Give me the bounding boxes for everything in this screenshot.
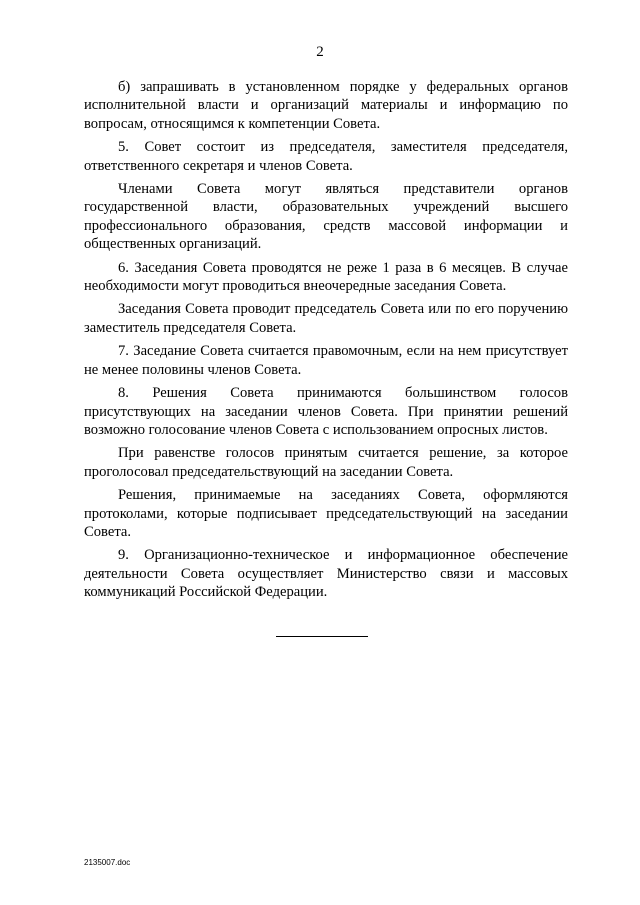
end-divider (276, 636, 368, 637)
document-body (84, 78, 568, 607)
paragraph-quorum: 7. Заседание Совета считается правомочным, если на нем присутствует не менее половины членов Совета. (84, 343, 568, 378)
paragraph-council-members: Членами Совета могут являться представители органов государственной власти, образовательных учреждений высшего профессионального образования, средств массовой информации и общественных организаций. (84, 181, 568, 253)
paragraph-council-composition: 5. Совет состоит из председателя, заместителя председателя, ответственного секретаря и членов Совета. (84, 139, 568, 174)
paragraph-meeting-frequency: 6. Заседания Совета проводятся не реже 1 раза в 6 месяцев. В случае необходимости могут проводиться внеочередные заседания Совета. (84, 259, 568, 295)
page-number: 2 (316, 44, 324, 60)
paragraph-meeting-chair: Заседания Совета проводит председатель Совета или по его поручению заместитель председателя Совета. (84, 301, 568, 336)
paragraph-request-info: б) запрашивать в установленном порядке у федеральных органов исполнительной власти и организаций материалы и информацию по вопросам, относящимся к компетенции Совета. (84, 79, 568, 132)
paragraph-support: 9. Организационно-техническое и информационное обеспечение деятельности Совета осуществляет Министерство связи и массовых коммуникаций Российской Федерации. (84, 547, 568, 601)
footer-file-name: 2135007.doc (84, 858, 131, 867)
paragraph-protocols: Решения, принимаемые на заседаниях Совета, оформляются протоколами, которые подписывает председательствующий на заседании Совета. (84, 487, 568, 540)
paragraph-tie-vote: При равенстве голосов принятым считается решение, за которое проголосовал председательствующий на заседании Совета. (84, 445, 568, 480)
paragraph-decisions: 8. Решения Совета принимаются большинством голосов присутствующих на заседании членов Совета. При принятии решений возможно голосование членов Совета с использованием опросных листов. (84, 385, 568, 438)
